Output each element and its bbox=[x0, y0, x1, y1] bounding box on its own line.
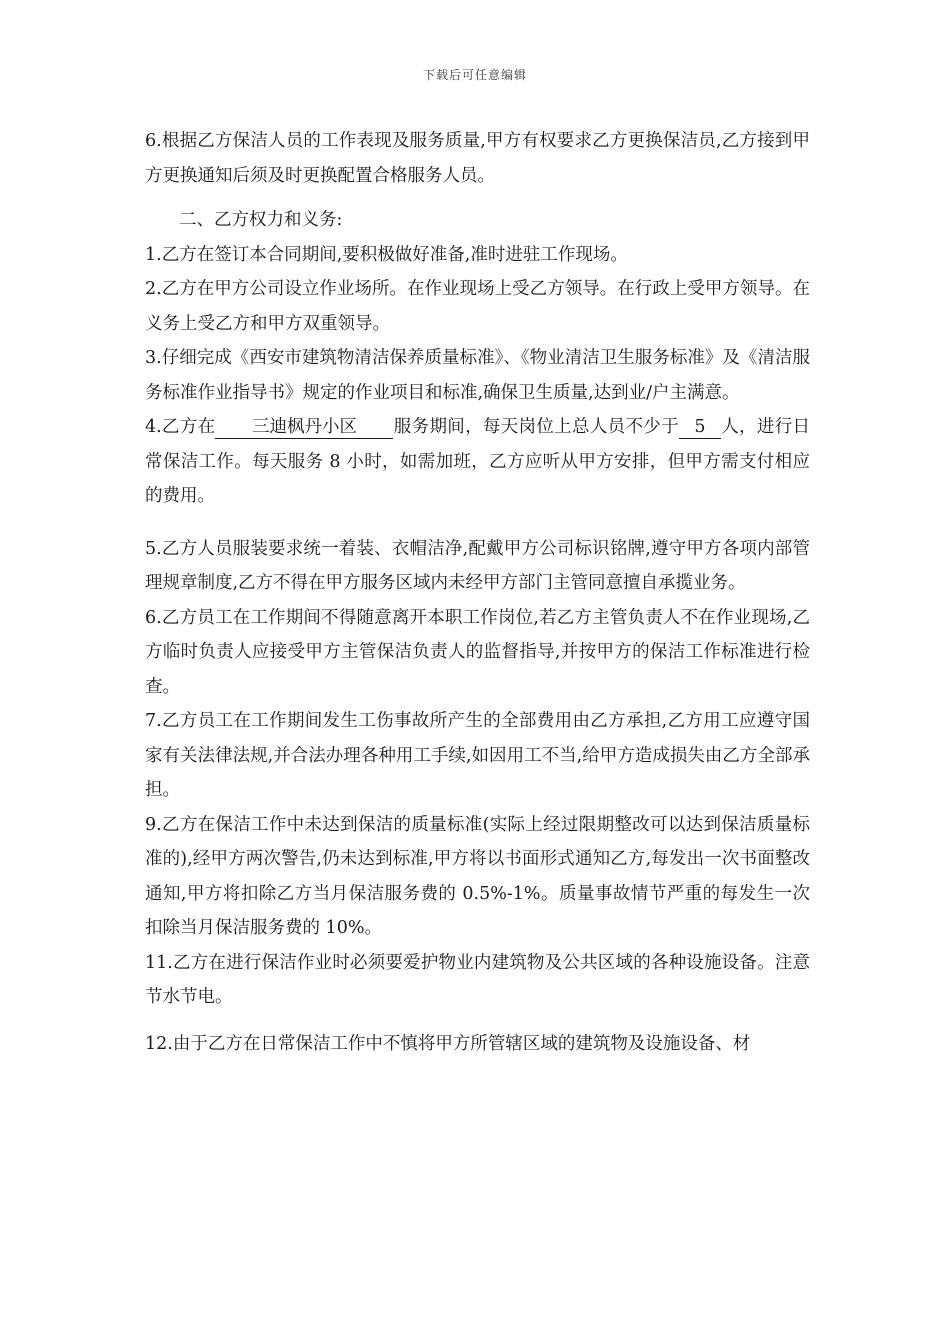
clause-4-middle: 服务期间，每天岗位上总人员不少于 bbox=[393, 417, 679, 437]
location-blank: 三迪枫丹小区 bbox=[215, 416, 393, 439]
section-title-party-b-rights: 二、乙方权力和义务: bbox=[179, 210, 343, 230]
clause-4-service-period bbox=[145, 410, 810, 514]
clause-6-replace-staff: 6.根据乙方保洁人员的工作表现及服务质量,甲方有权要求乙方更换保洁员,乙方接到甲方更换通知后须及时更换配置合格服务人员。 bbox=[145, 131, 810, 186]
staff-count-blank: 5 bbox=[679, 416, 721, 439]
clause-2-workplace: 2.乙方在甲方公司设立作业场所。在作业现场上受乙方领导。在行政上受甲方领导。在义务上受乙方和甲方双重领导。 bbox=[145, 279, 810, 334]
clause-4-prefix: 4.乙方在 bbox=[145, 417, 216, 437]
clause-4-suffix: 人，进行日常保洁工作。每天服务 8 小时，如需加班，乙方应听从甲方安排，但甲方需支付相应的费用。 bbox=[145, 417, 811, 506]
clause-11-facilities: 11.乙方在进行保洁作业时必须要爱护物业内建筑物及公共区域的各种设施设备。注意节水节电。 bbox=[145, 952, 810, 1007]
contract-body bbox=[145, 124, 810, 1061]
clause-3-standards: 3.仔细完成《西安市建筑物清洁保养质量标准》、《物业清洁卫生服务标准》及《清洁服务标准作业指导书》规定的作业项目和标准,确保卫生质量,达到业/户主满意。 bbox=[145, 348, 810, 403]
clause-9-quality: 9.乙方在保洁工作中未达到保洁的质量标准(实际上经过限期整改可以达到保洁质量标准的),经甲方两次警告,仍未达到标准,甲方将以书面形式通知乙方,每发出一次书面整改通知,甲方将扣除乙方当月保洁服务费的 0.5%-1%。质量事故情节严重的每发生一次扣除当月保洁服务费的 10%。 bbox=[145, 814, 810, 938]
clause-12-damage: 12.由于乙方在日常保洁工作中不慎将甲方所管辖区域的建筑物及设施设备、材 bbox=[145, 1033, 751, 1054]
clause-7-injury: 7.乙方员工在工作期间发生工伤事故所产生的全部费用由乙方承担,乙方用工应遵守国家有关法律法规,并合法办理各种用工手续,如因用工不当,给甲方造成损失由乙方全部承担。 bbox=[145, 711, 810, 800]
clause-1-preparation: 1.乙方在签订本合同期间,要积极做好准备,准时进驻工作现场。 bbox=[145, 244, 628, 265]
clause-6-duty-post: 6.乙方员工在工作期间不得随意离开本职工作岗位,若乙方主管负责人不在作业现场,乙方临时负责人应接受甲方主管保洁负责人的监督指导,并按甲方的保洁工作标准进行检查。 bbox=[145, 607, 810, 697]
page-header: 下载后可任意编辑 bbox=[422, 68, 527, 82]
clause-5-uniform: 5.乙方人员服装要求统一着装、衣帽洁净,配戴甲方公司标识铭牌,遵守甲方各项内部管理规章制度,乙方不得在甲方服务区域内未经甲方部门主管同意擅自承揽业务。 bbox=[145, 538, 810, 593]
